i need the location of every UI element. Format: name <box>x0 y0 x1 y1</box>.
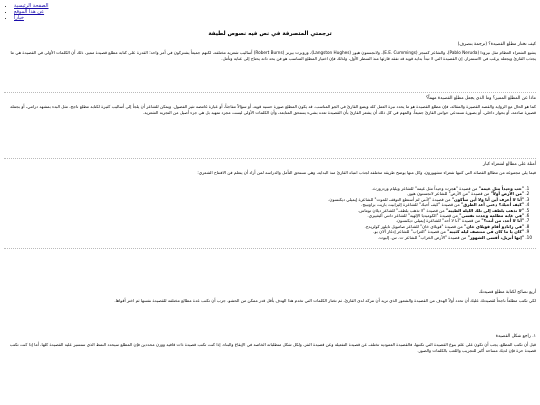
section-tips <box>4 290 536 304</box>
page-title: ترجمتي المتصرفة في نص فيه نصوص لطيفة <box>208 31 332 37</box>
section-text: يشيع الشعراء العظام مثل نيرودا (Pablo Neruda)، والشاعر كمنجز (E.E. Cummings)، ولانجستون هيوز (Langston Hughes)، وروبرت بيرنز (Robert Burns) أساليب شعرية مختلفة، لكنهم جميعاً يشتركون في أمر واحد: القدرة على كتابة مطلع قصيدة مميز، ذلك أن الكلمات الأولى في القصيدة هي ما يجذب القارئ ويجعله يرغب في الاستمرار. إن القصيدة التي لا تبدأ بداية قوية قد تفقد قارئها منذ السطر الأول، ولذلك فإن اختيار المطلع المناسب هو فن بحد ذاته يحتاج إلى عناية وتأمل. <box>10 50 536 61</box>
section-text: قبل أن تكتب المطلع، يجب أن تكون على علم بنوع القصيدة التي تكتبها، فالقصيدة العمودية تختلف عن قصيدة التفعيلة وعن قصيدة النثر، ولكل شكل متطلباته الخاصة في الإيقاع والبناء. إذا كنت تكتب قصيدة ذات قافية ووزن محددين فإن المطلع سيحدد النمط الذي ستسير عليه القصيدة كلها، أما إذا كنت تكتب قصيدة حرة فإن لديك مساحة أكبر للتجريب واللعب بالكلمات والصور. <box>9 342 536 353</box>
examples-list-container <box>4 186 536 240</box>
divider <box>4 158 536 159</box>
example-source: من قصيدة "لأنني لم أستطع التوقف للموت" للشاعرة إيميلي ديكنسون. <box>328 196 451 202</box>
nav-link-about[interactable]: عن هذا الموقع <box>14 9 45 15</box>
top-navigation <box>6 3 49 21</box>
example-source: من قصيدة "الكوميديا الإلهية" للشاعر دانتي أليغييري. <box>367 213 458 219</box>
example-quote: "أنا لا أحد، من أنت؟" <box>481 218 524 224</box>
nav-link-options[interactable]: خيارا <box>14 15 24 21</box>
example-source: من قصيدة "لا تذهب بلطف" للشاعر ديلان توماس. <box>357 207 445 213</box>
example-quote: "كان يا ما كان في منتصف ليلة كئيبة" <box>447 229 524 235</box>
example-quote: "في زانادو أقام قوبلاي خان" <box>464 223 524 229</box>
example-source: من قصيدة "الأرض الخراب" للشاعر ت. س. إليوت. <box>377 234 467 240</box>
divider <box>4 248 536 249</box>
example-quote: "إنها أبريل، أقسى الشهور" <box>467 234 524 240</box>
section-question: ١. راجع شكل القصيدة <box>495 334 536 339</box>
section-text: فيما يلي مجموعة من مطالع القصائد التي كتبها شعراء مشهورون، وكل منها يوضح طريقة مختلفة لجذب انتباه القارئ منذ البداية، وهي تستحق التأمل والدراسة لمن أراد أن يتعلم فن الافتتاح الشعري: <box>197 170 536 175</box>
example-quote: "لا تذهب بلطف إلى تلك الليلة الطيبة" <box>445 207 524 213</box>
nav-item-options[interactable] <box>14 15 49 21</box>
example-quote: "في غابة مظلمة وجدت نفسي" <box>459 213 524 219</box>
example-source: من قصيدة "من الأرض" للشاعر لانجستون هيوز. <box>406 191 490 197</box>
list-item <box>4 235 524 240</box>
example-source: من قصيدة "الغراب" للشاعر إدغار آلان بو. <box>373 229 446 235</box>
divider <box>4 92 536 93</box>
section-question: أربع نصائح لكتابة مطلع قصيدتك <box>478 290 536 295</box>
example-source: من قصيدة "أنا لا أحد" للشاعرة إيميلي ديكنسون. <box>395 218 481 224</box>
section-text: كما هو الحال مع الرواية والقصة القصيرة والمقالة، فإن مطلع القصيدة هو ما يحدد نبرة العمل كله ويضع القارئ في الجو المناسب. قد يكون المطلع صورة حسية قوية، أو سؤالاً مفاجئاً، أو عبارة غامضة تثير الفضول. ويمكن للشاعر أن يلجأ إلى أساليب كثيرة لكتابة مطلع ناجح، مثل البدء بمشهد درامي، أو بجملة قصيرة صادمة، أو بحوار داخلي، أو بصورة تستدعي حواس القارئ جميعاً. والمهم في كل ذلك أن يشعر القارئ بأن القصيدة تعده بشيء يستحق المتابعة، وأن الكلمات الأولى ليست مجرد تمهيد بل هي جزء أصيل من التجربة الشعرية. <box>10 104 536 115</box>
nav-link-home[interactable]: الصفحة الرئيسية <box>14 3 49 9</box>
example-source: من قصيدة "هجرت وحيداً مثل غيمة" للشاعر ويليام وردزورث. <box>371 186 478 191</box>
example-quote: "من الأرض أولاً" <box>490 191 524 197</box>
section-intro <box>4 42 536 62</box>
section-question: ماذا عن المطلع المميز؟ وما الذي يجعل مطلع القصيدة مهماً؟ <box>425 96 536 101</box>
section-text: لكي تكتب مطلعاً ناجحاً لقصيدتك عليك أن تحدد أولاً الهدف من القصيدة والشعور الذي تريد أن تتركه لدى القارئ، ثم تختار الكلمات التي تخدم هذا الهدف بأقل قدر ممكن من الحشو. جرب أن تكتب عدة مطالع مختلفة للقصيدة نفسها ثم اختر أقواها. <box>114 298 536 303</box>
example-quote: "أنا لا أعرف أين أنا ولا أين سأكون" <box>451 196 524 202</box>
example-quote: "حب وحيداً مثل غيمة" <box>478 186 524 191</box>
section-question: أمثلة على مطالع لشعراء كبار <box>483 162 536 167</box>
section-question: كيف تختار مطلع القصيدة؟ (ترجمة بتصرف) <box>457 42 536 47</box>
section-form <box>4 334 536 354</box>
section-examples <box>4 162 536 176</box>
examples-list <box>4 186 536 240</box>
example-source: من قصيدة "كيف أحبك" للشاعرة إليزابيث باريت براونينج. <box>361 202 460 208</box>
example-quote: "كيف أحبك؟ دعني أعد الطرق" <box>461 202 524 208</box>
example-source: من قصيدة "قوبلاي خان" للشاعر صامويل تايلور كولريدج. <box>364 223 463 229</box>
section-importance <box>4 96 536 116</box>
